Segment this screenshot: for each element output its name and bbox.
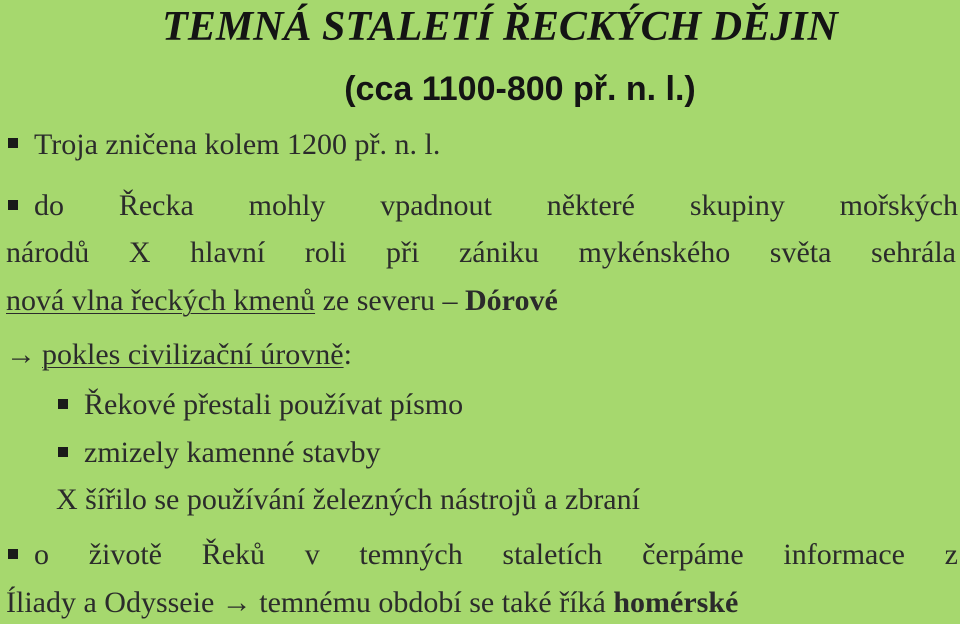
pokles-line (6, 338, 956, 372)
arrow-icon: → (221, 586, 252, 619)
zelezo-text: X šířilo se používání železných nástrojů a zbraní (56, 483, 640, 516)
arrow-icon: → (6, 338, 36, 371)
dorove-line2 (6, 236, 956, 270)
dorove-text-2: národů X hlavní roli při zániku mykénského světa sehrála (6, 236, 956, 269)
bullet-troja (8, 128, 958, 162)
pokles-text: pokles civilizační úrovně (42, 338, 344, 371)
bullet-zivot-line1 (8, 538, 958, 572)
troja-text: Troja zničena kolem 1200 př. n. l. (34, 128, 441, 161)
subbullet-stavby (58, 436, 960, 470)
dorove-text-3-underlined: nová vlna řeckých kmenů (6, 284, 316, 317)
bullet-dorove-line1 (8, 189, 958, 223)
subbullet-pismo (58, 388, 960, 422)
pismo-text: Řekové přestali používat písmo (84, 388, 464, 421)
bullet-marker (58, 399, 68, 409)
pokles-colon: : (343, 338, 352, 371)
page-title: TEMNÁ STALETÍ ŘECKÝCH DĚJIN (162, 4, 838, 50)
dorove-text-1: do Řecka mohly vpadnout některé skupiny mořských (34, 189, 958, 222)
dorove-text-3: ze severu – (315, 284, 465, 317)
zivot-line2 (6, 586, 956, 620)
zivot-text-2a: Íliady a Odysseie (6, 586, 222, 619)
dorove-name: Dórové (465, 284, 558, 317)
homerske-text: homérské (613, 586, 739, 619)
bullet-marker (58, 447, 68, 457)
stavby-text: zmizely kamenné stavby (84, 436, 381, 469)
zelezo-line (56, 483, 960, 517)
bullet-marker (8, 549, 18, 559)
bullet-marker (8, 138, 18, 148)
bullet-marker (8, 200, 18, 210)
zivot-text-2b: temnému období se také říká (251, 586, 614, 619)
zivot-text-1: o životě Řeků v temných staletích čerpáme informace z (34, 538, 958, 571)
dorove-line3 (6, 284, 956, 318)
page-subtitle: (cca 1100-800 př. n. l.) (344, 70, 696, 108)
